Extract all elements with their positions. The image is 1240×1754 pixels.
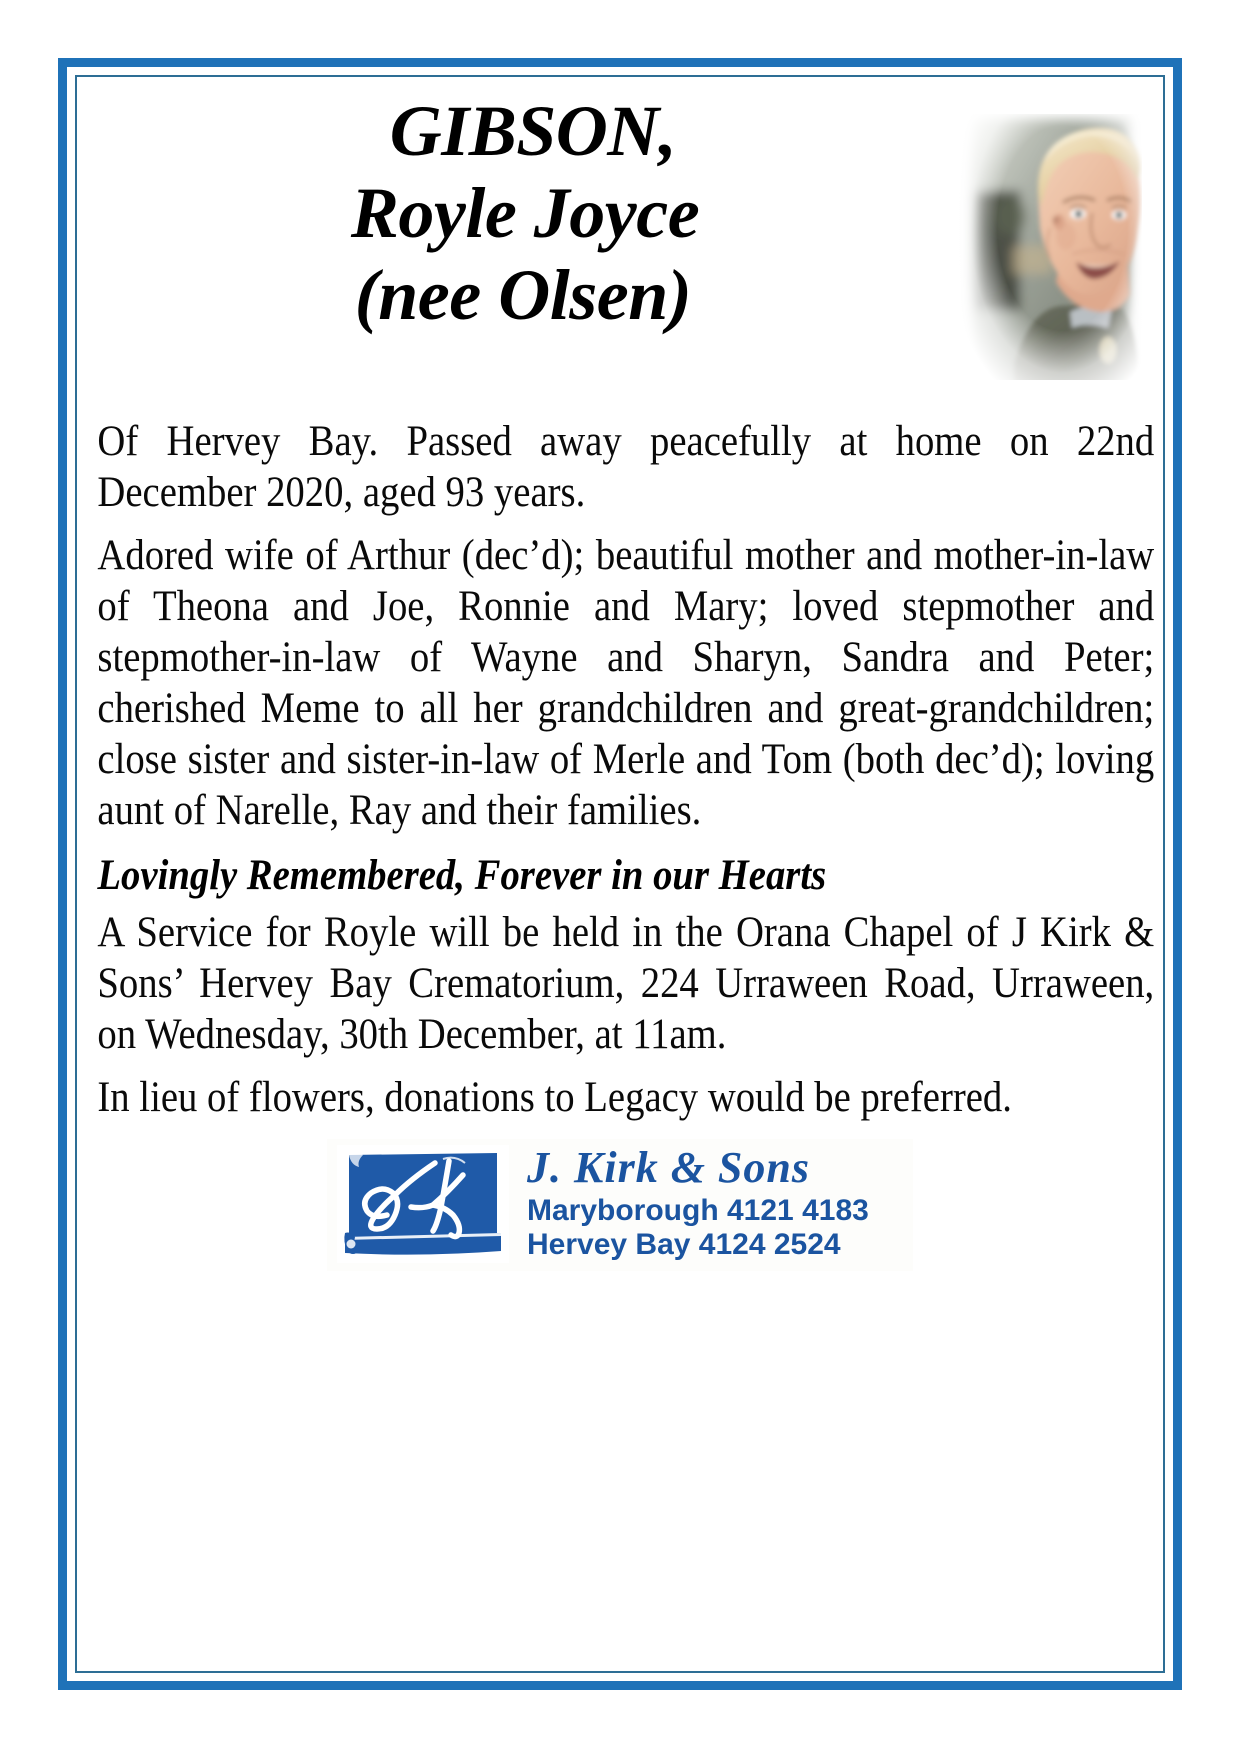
portrait-photo [952,96,1142,396]
tribute-line: Lovingly Remembered, Forever in our Hearts [97,852,827,899]
logo-company-name: J. Kirk & Sons [527,1143,810,1193]
notice-content [92,84,1155,1664]
paragraph-donations: In lieu of flowers, donations to Legacy would be preferred. [97,1074,1012,1121]
logo-text-block [509,1143,903,1262]
title-given-names: Royle Joyce [350,173,700,254]
paragraph-service-details: A Service for Royle will be held in the Orana Chapel of J Kirk & Sons’ Hervey Bay Crematorium, 224 Urraween Road, Urraween, on Wednesday, 30th December, at 11am. [97,909,1155,1058]
logo-branch-hervey-bay: Hervey Bay 4124 2524 [527,1228,841,1261]
funeral-home-logo [327,1139,913,1271]
kirk-monogram-icon [337,1145,509,1263]
paragraph-intro: Of Hervey Bay. Passed away peacefully at home on 22nd December 2020, aged 93 years. [97,418,1155,516]
title-surname: GIBSON, [389,91,677,171]
funeral-home-logo-block [92,1139,1148,1271]
portrait-container [952,96,1142,396]
title-maiden-name: (nee Olsen) [354,255,692,336]
notice-headline-block [92,90,1148,396]
paragraph-family: Adored wife of Arthur (dec’d); beautiful mother and mother-in-law of Theona and Joe, Ronnie and Mary; loved stepmother and stepmother-in-law of Wayne and Sharyn, Sandra and Peter; cherished Meme to all her grandchildren and great-grandchildren; close sister and sister-in-law of Merle and Tom (both dec’d); loving aunt of Narelle, Ray and their families. [97,532,1155,834]
logo-branch-maryborough: Maryborough 4121 4183 [527,1194,869,1228]
